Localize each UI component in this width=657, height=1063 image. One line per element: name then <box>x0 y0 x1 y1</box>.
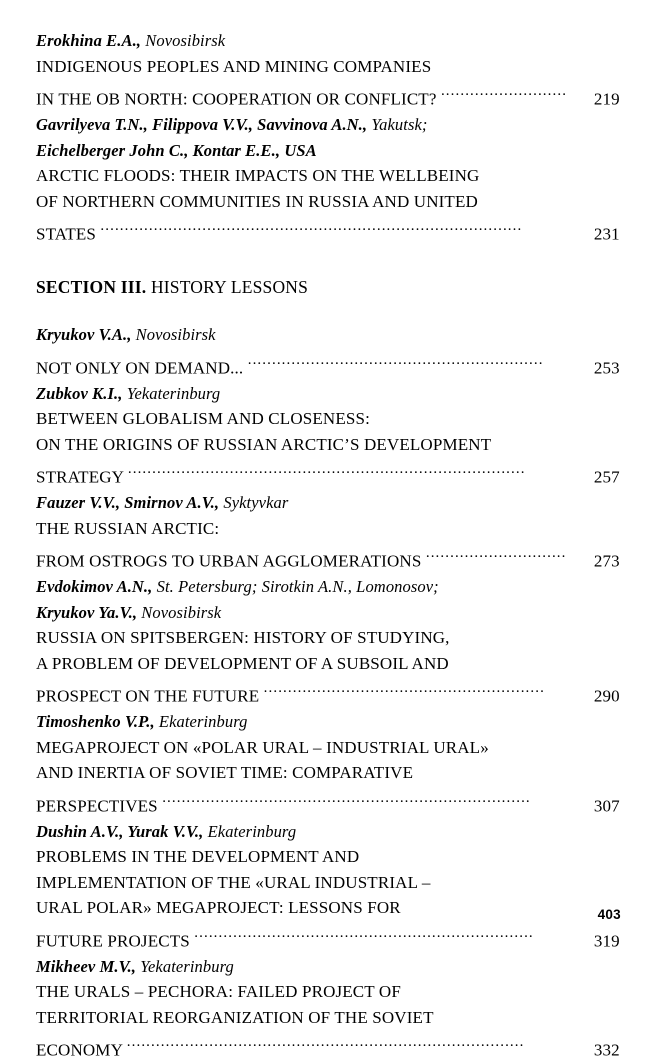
toc-entry[interactable] <box>36 574 621 709</box>
section-heading <box>36 275 621 300</box>
title-text: FROM OSTROGS TO URBAN AGGLOMERATIONS <box>36 552 421 571</box>
title-text: URAL POLAR» MEGAPROJECT: LESSONS FOR <box>36 898 401 917</box>
title-text: NOT ONLY ON DEMAND... <box>36 358 243 377</box>
dot-leaders: .......................................................... <box>264 676 590 702</box>
entry-authors <box>36 322 621 348</box>
author-city: St. Petersburg; Sirotkin A.N., Lomonosov; <box>157 577 439 596</box>
entry-title-line <box>36 676 621 709</box>
author-names: Erokhina E.A., <box>36 31 141 50</box>
author-city: Ekaterinburg <box>159 712 248 731</box>
toc-entry[interactable] <box>36 322 621 381</box>
author-names: Gavrilyeva T.N., Filippova V.V., Savvinova A.N., <box>36 115 367 134</box>
entry-page-number: 273 <box>594 552 620 571</box>
entry-authors <box>36 574 621 600</box>
entry-page-number: 219 <box>594 90 620 109</box>
entry-authors <box>36 954 621 980</box>
table-of-contents <box>36 28 621 1063</box>
entry-title-line <box>36 516 621 542</box>
title-text: OF NORTHERN COMMUNITIES IN RUSSIA AND UNITED <box>36 192 478 211</box>
entry-title-line <box>36 760 621 786</box>
author-names: Kryukov Ya.V., <box>36 603 137 622</box>
entry-title-line <box>36 541 621 574</box>
entry-title-line <box>36 786 621 819</box>
entry-authors <box>36 709 621 735</box>
title-text: PROBLEMS IN THE DEVELOPMENT AND <box>36 847 359 866</box>
author-city: Novosibirsk <box>141 603 221 622</box>
title-text: RUSSIA ON SPITSBERGEN: HISTORY OF STUDYING, <box>36 628 450 647</box>
toc-entry[interactable] <box>36 28 621 112</box>
entry-title-line <box>36 651 621 677</box>
title-text: AND INERTIA OF SOVIET TIME: COMPARATIVE <box>36 763 413 782</box>
entry-page-number: 231 <box>594 225 620 244</box>
title-text: THE RUSSIAN ARCTIC: <box>36 519 219 538</box>
entry-title-line <box>36 979 621 1005</box>
section-heading-label: SECTION III. <box>36 277 146 297</box>
author-names: Timoshenko V.P., <box>36 712 155 731</box>
entry-page-number: 307 <box>594 796 620 815</box>
entry-title-line <box>36 921 621 954</box>
title-text: BETWEEN GLOBALISM AND CLOSENESS: <box>36 409 370 428</box>
entry-title-line <box>36 870 621 896</box>
page-number: 403 <box>598 907 621 922</box>
author-names: Kryukov V.A., <box>36 325 131 344</box>
dot-leaders: ............................. <box>426 541 590 567</box>
author-names: Fauzer V.V., Smirnov A.V., <box>36 493 219 512</box>
title-text: FUTURE PROJECTS <box>36 931 190 950</box>
author-names: Eichelberger John C., Kontar E.E., <box>36 141 280 160</box>
toc-entry[interactable] <box>36 490 621 574</box>
entry-page-number: 290 <box>594 687 620 706</box>
entry-authors <box>36 490 621 516</box>
title-text: PERSPECTIVES <box>36 796 158 815</box>
author-city: Novosibirsk <box>136 325 216 344</box>
author-city: USA <box>284 141 316 160</box>
author-names: Dushin A.V., Yurak V.V., <box>36 822 203 841</box>
dot-leaders: ...................................................................... <box>194 921 589 947</box>
entry-title-line <box>36 1030 621 1063</box>
entry-title-line <box>36 163 621 189</box>
entry-authors <box>36 819 621 845</box>
author-city: Novosibirsk <box>145 31 225 50</box>
entry-title-line <box>36 189 621 215</box>
dot-leaders: .................................................................................. <box>128 457 590 483</box>
entry-page-number: 332 <box>594 1041 620 1060</box>
entry-title-line <box>36 625 621 651</box>
toc-entry[interactable] <box>36 381 621 491</box>
entry-authors <box>36 381 621 407</box>
title-text: ON THE ORIGINS OF RUSSIAN ARCTIC’S DEVELOPMENT <box>36 435 491 454</box>
dot-leaders: .................................................................................. <box>127 1030 590 1056</box>
entry-title-line <box>36 406 621 432</box>
entry-title-line <box>36 214 621 247</box>
entry-authors <box>36 600 621 626</box>
entry-title-line <box>36 457 621 490</box>
entry-title-line <box>36 79 621 112</box>
entry-page-number: 253 <box>594 358 620 377</box>
title-text: IMPLEMENTATION OF THE «URAL INDUSTRIAL – <box>36 873 431 892</box>
dot-leaders: ....................................................................................... <box>100 214 589 240</box>
entry-page-number: 319 <box>594 931 620 950</box>
author-names: Mikheev M.V., <box>36 957 136 976</box>
entry-title-line <box>36 735 621 761</box>
entry-title-line <box>36 895 621 921</box>
entry-title-line <box>36 348 621 381</box>
title-text: IN THE OB NORTH: COOPERATION OR CONFLICT? <box>36 90 437 109</box>
author-city: Syktyvkar <box>223 493 288 512</box>
dot-leaders: .......................... <box>441 79 590 105</box>
title-text: THE URALS – PECHORA: FAILED PROJECT OF <box>36 982 401 1001</box>
entry-authors <box>36 138 621 164</box>
dot-leaders: ............................................................. <box>248 348 590 374</box>
author-city: Yekaterinburg <box>127 384 221 403</box>
title-text: INDIGENOUS PEOPLES AND MINING COMPANIES <box>36 57 431 76</box>
entry-authors <box>36 112 621 138</box>
dot-leaders: ............................................................................ <box>162 786 589 812</box>
toc-entry[interactable] <box>36 819 621 954</box>
entry-title-line <box>36 54 621 80</box>
title-text: PROSPECT ON THE FUTURE <box>36 687 259 706</box>
toc-entry[interactable] <box>36 112 621 247</box>
title-text: MEGAPROJECT ON «POLAR URAL – INDUSTRIAL URAL» <box>36 738 489 757</box>
title-text: ECONOMY <box>36 1041 122 1060</box>
title-text: STRATEGY <box>36 468 123 487</box>
author-names: Zubkov K.I., <box>36 384 122 403</box>
author-city: Ekaterinburg <box>208 822 297 841</box>
entry-title-line <box>36 432 621 458</box>
title-text: STATES <box>36 225 96 244</box>
author-city: Yekaterinburg <box>140 957 234 976</box>
section-heading-text: HISTORY LESSONS <box>151 277 308 297</box>
title-text: TERRITORIAL REORGANIZATION OF THE SOVIET <box>36 1008 434 1027</box>
toc-entry[interactable] <box>36 709 621 819</box>
toc-entry[interactable] <box>36 954 621 1063</box>
author-names: Evdokimov A.N., <box>36 577 152 596</box>
entry-authors <box>36 28 621 54</box>
entry-title-line <box>36 844 621 870</box>
entry-page-number: 257 <box>594 468 620 487</box>
author-city: Yakutsk; <box>371 115 427 134</box>
entry-title-line <box>36 1005 621 1031</box>
title-text: A PROBLEM OF DEVELOPMENT OF A SUBSOIL AND <box>36 654 449 673</box>
title-text: ARCTIC FLOODS: THEIR IMPACTS ON THE WELLBEING <box>36 166 479 185</box>
